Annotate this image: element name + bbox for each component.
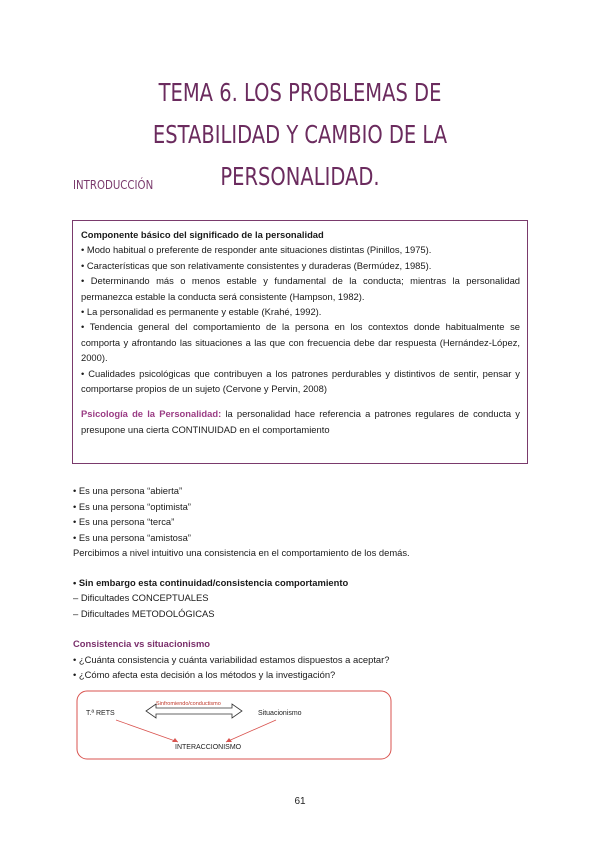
diagram-bottom-label: INTERACCIONISMO: [175, 744, 242, 751]
title-line-2: PERSONALIDAD.: [220, 162, 380, 191]
box-bullet: • Determinando más o menos estable y fundamental de la conducta; mientras la personalidad permanezca estable la conducta será consistente (Hampson, 1982).: [81, 275, 520, 302]
box-bullet: • Tendencia general del comportamiento de la persona en los contextos donde habitualmente se comporta y afrontando las situaciones a las que con frecuencia debe dar respuesta (Hernández-López, 2000).: [81, 321, 520, 364]
list-item: • Es una persona “terca”: [73, 516, 175, 528]
difficulties-heading: • Sin embargo esta continuidad/consistencia comportamiento: [73, 577, 349, 588]
person-traits-list: [73, 483, 533, 561]
psychology-definition: [81, 406, 520, 437]
list-item: • Es una persona “amistosa”: [73, 531, 191, 543]
interactionism-diagram: [76, 690, 392, 760]
list-item: – Dificultades METODOLÓGICAS: [73, 607, 215, 619]
diagram-right-label: Situacionismo: [258, 710, 302, 717]
list-item: Percibimos a nivel intuitivo una consistencia en el comportamiento de los demás.: [73, 547, 410, 559]
intro-heading: INTRODUCCIÓN: [73, 178, 154, 192]
list-item: – Dificultades CONCEPTUALES: [73, 592, 209, 604]
psychology-label: Psicología de la Personalidad:: [81, 408, 222, 420]
page-title: [97, 72, 503, 198]
box-bullet: • Cualidades psicológicas que contribuyen a los patrones perdurables y distintivos de sentir, pensar y comportarse propios de un sujeto (Cervone y Pervin, 2008): [81, 367, 520, 395]
box-heading: Componente básico del significado de la personalidad: [81, 229, 324, 240]
list-item: • Es una persona “abierta”: [73, 485, 183, 496]
box-bullet: • Modo habitual o preferente de responder ante situaciones distintas (Pinillos, 1975).: [81, 244, 432, 256]
difficulties-section: [73, 575, 533, 621]
list-item: • ¿Cómo afecta esta decisión a los métodos y la investigación?: [73, 669, 336, 681]
list-item: • ¿Cuánta consistencia y cuánta variabilidad estamos dispuestos a aceptar?: [73, 653, 390, 665]
title-line-1: TEMA 6. LOS PROBLEMAS DE ESTABILIDAD Y CAMBIO DE LA: [152, 78, 448, 149]
diagram-left-arrow: [116, 720, 178, 742]
diagram-top-label: Sinfromiendo/conductismo: [156, 701, 221, 707]
diagram-right-arrow: [226, 720, 276, 742]
page-number: 61: [294, 796, 306, 807]
psychology-text: la personalidad hace referencia a patrones regulares de conducta y presupone una cierta CONTINUIDAD en el comportamiento: [81, 408, 520, 435]
box-bullet: • La personalidad es permanente y estable (Krahé, 1992).: [81, 306, 322, 318]
box-bullet: • Características que son relativamente consistentes y duraderas (Bermúdez, 1985).: [81, 259, 432, 271]
consistency-section: [73, 636, 533, 683]
definition-box: [72, 220, 528, 464]
consistency-heading: Consistencia vs situacionismo: [73, 638, 211, 649]
list-item: • Es una persona “optimista”: [73, 500, 191, 512]
diagram-left-label: T.ª RETS: [86, 710, 115, 717]
